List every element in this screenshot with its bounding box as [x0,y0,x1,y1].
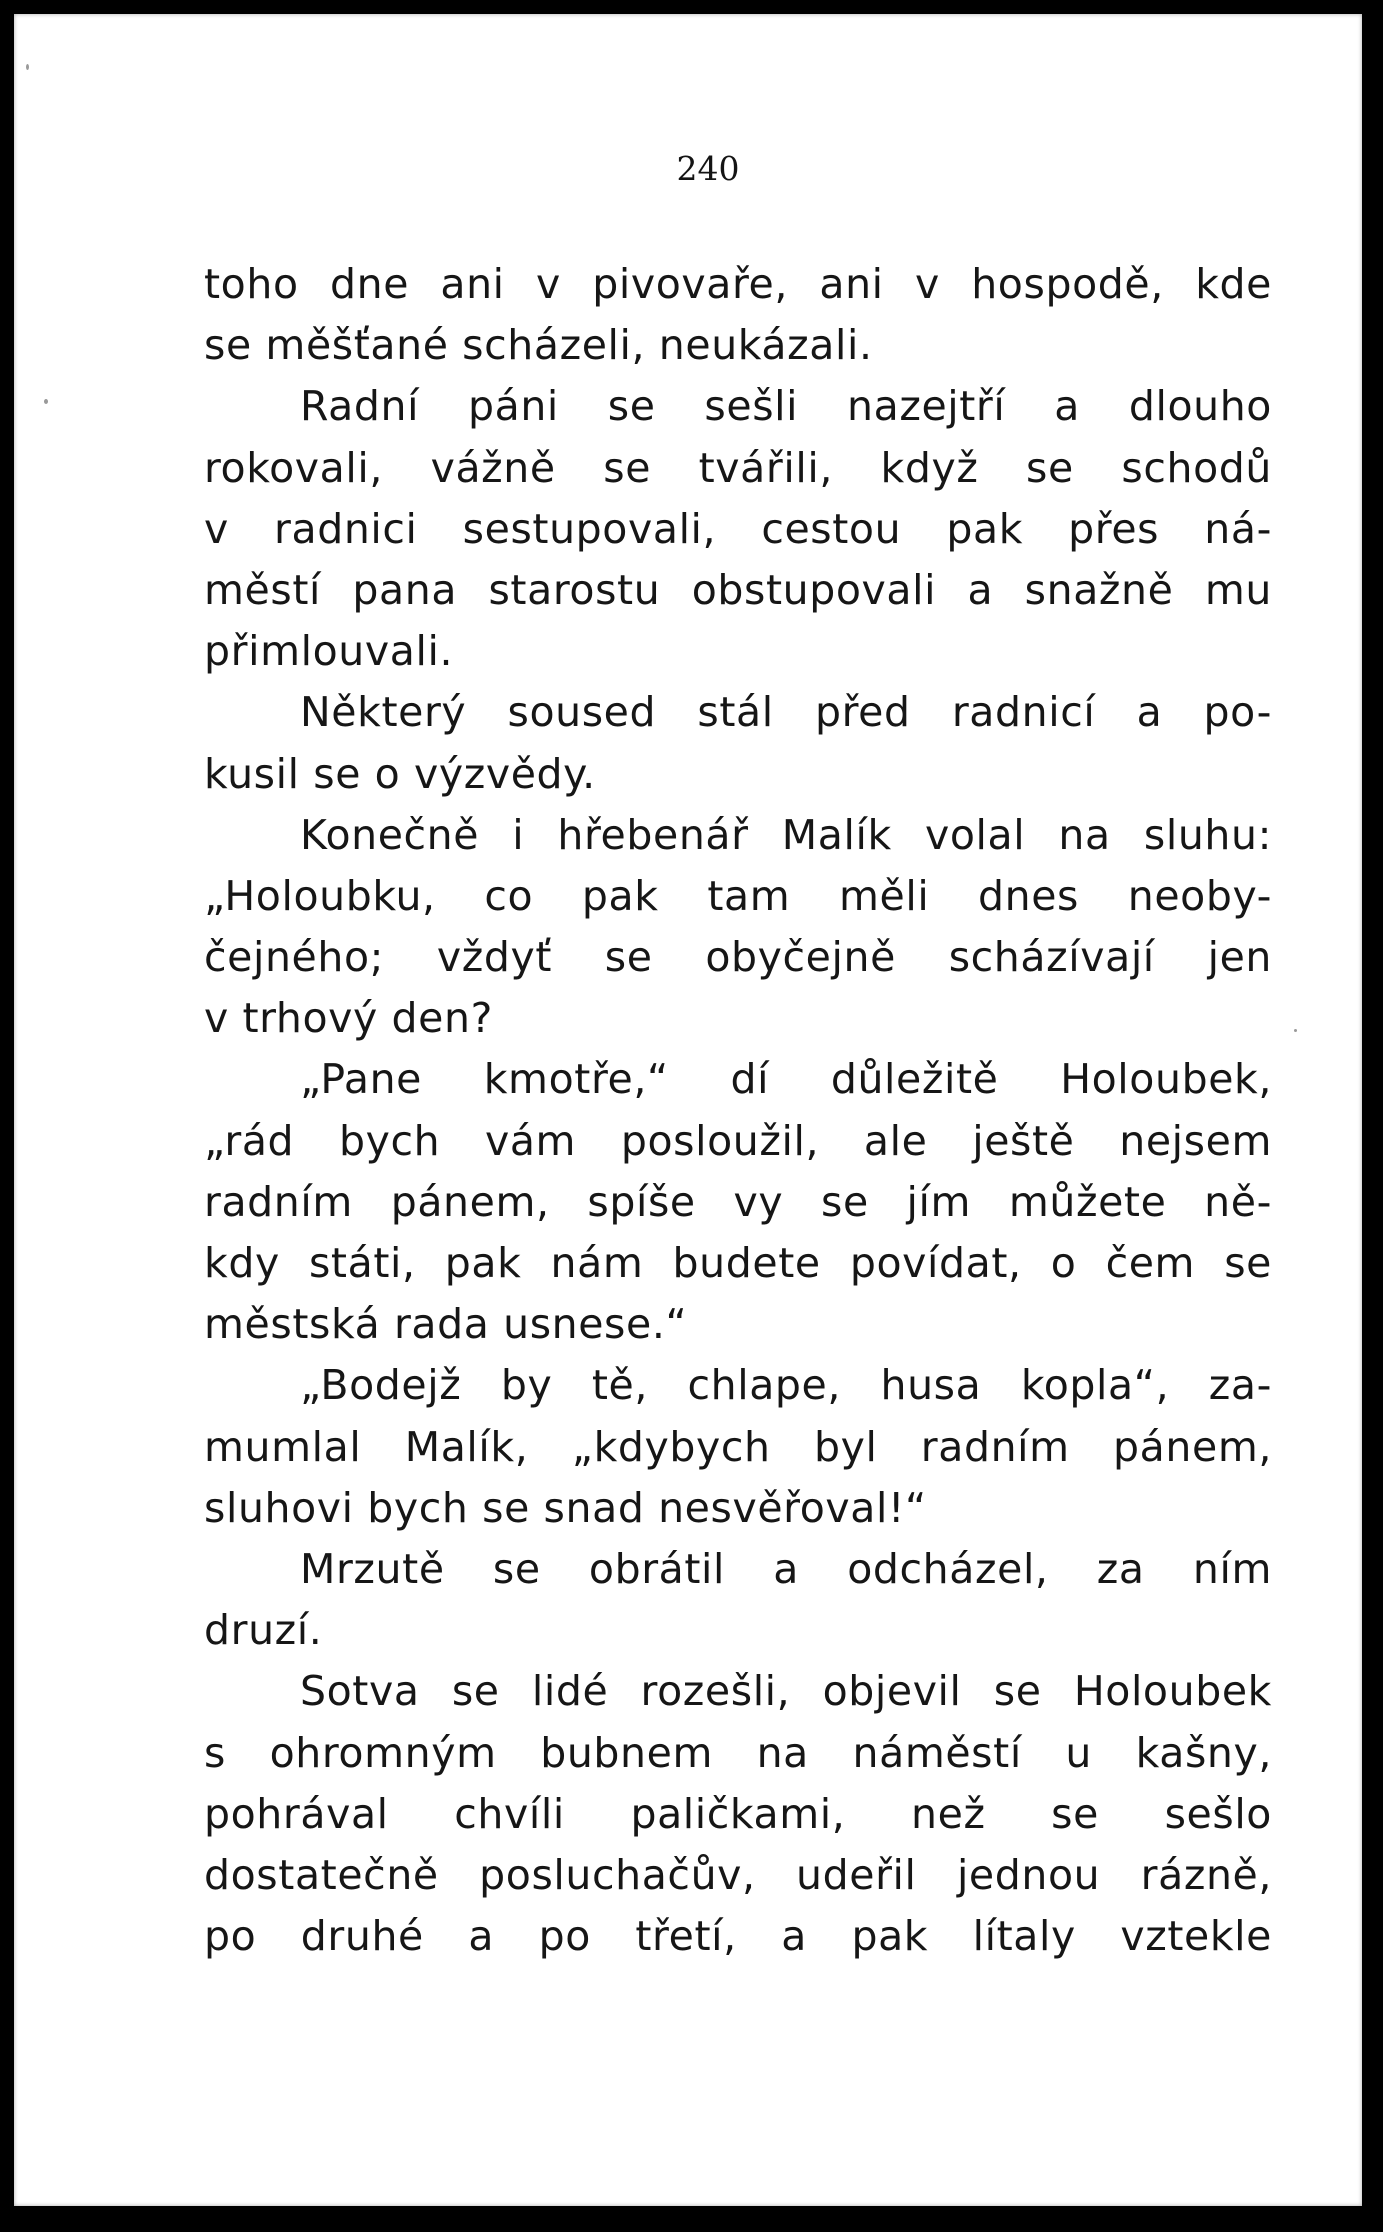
text-line: Radní páni se sešli nazejtří a dlouho [300,382,1272,431]
text-line: Některý soused stál před radnicí a po- [300,688,1272,737]
text-line: „Bodejž by tě, chlape, husa kopla“, za- [300,1361,1272,1410]
text-line: v trhový den? [204,994,493,1043]
text-line: pohrával chvíli paličkami, než se sešlo [204,1789,1272,1838]
text-line: sluhovi bych se snad nesvěřoval!“ [204,1483,927,1532]
paper-speck [44,399,48,404]
text-line: po druhé a po třetí, a pak lítaly vztekle [204,1912,1272,1961]
text-line: Konečně i hřebenář Malík volal na sluhu: [300,810,1272,859]
text-line: čejného; vždyť se obyčejně scházívají jen [204,933,1272,982]
text-line: „Pane kmotře,“ dí důležitě Holoubek, [300,1055,1272,1104]
text-line: toho dne ani v pivovaře, ani v hospodě, kde [204,260,1272,308]
page-number: 240 [676,149,740,188]
text-line: rokovali, vážně se tvářili, když se schodů [204,443,1272,492]
text-line: dostatečně posluchačův, udeřil jednou rázně, [204,1850,1272,1899]
text-line: „rád bych vám posloužil, ale ještě nejsem [204,1116,1272,1165]
text-line: radním pánem, spíše vy se jím můžete ně- [204,1177,1272,1226]
text-line: v radnici sestupovali, cestou pak přes ná- [204,504,1272,553]
text-line: přimlouvali. [204,627,454,676]
text-line: druzí. [204,1606,323,1655]
text-line: mumlal Malík, „kdybych byl radním pánem, [204,1422,1272,1471]
book-page [14,14,1362,2206]
text-line: se měšťané scházeli, neukázali. [204,321,873,370]
body-text [204,254,1272,1967]
text-line: kdy státi, pak nám budete povídat, o čem se [204,1239,1272,1287]
paper-speck [26,64,29,70]
text-line: s ohromným bubnem na náměstí u kašny, [204,1728,1272,1777]
paper-speck [1294,1029,1297,1032]
text-line: městská rada usnese.“ [204,1300,688,1349]
text-line: městí pana starostu obstupovali a snažně mu [204,565,1272,614]
text-line: „Holoubku, co pak tam měli dnes neoby- [204,871,1272,920]
text-line: Sotva se lidé rozešli, objevil se Holoubek [300,1667,1272,1716]
text-line: Mrzutě se obrátil a odcházel, za ním [300,1544,1272,1593]
text-line: kusil se o výzvědy. [204,749,596,798]
